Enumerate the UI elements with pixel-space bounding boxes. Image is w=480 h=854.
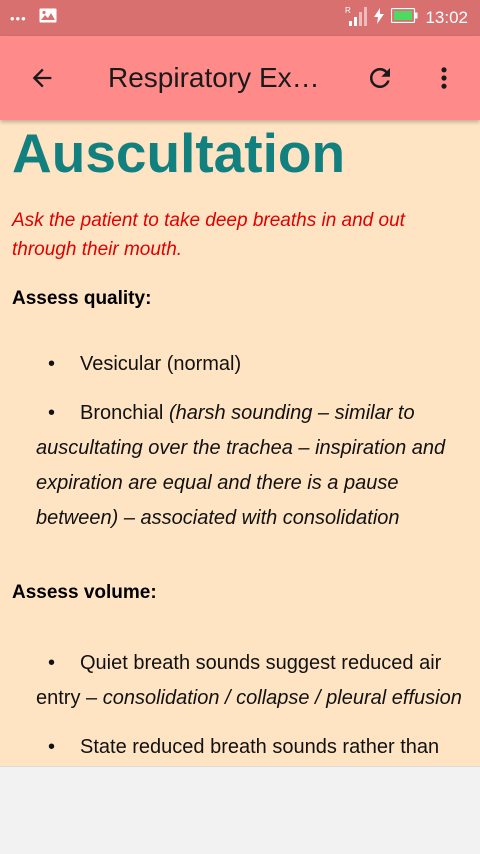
bullet: •	[48, 652, 56, 674]
item-detail: consolidation / collapse / pleural effusion	[102, 687, 462, 709]
back-button[interactable]	[14, 50, 70, 106]
ad-banner-area	[0, 766, 480, 854]
more-notifications-icon: •••	[10, 10, 27, 26]
article-content[interactable]	[0, 120, 480, 766]
charging-icon	[374, 8, 384, 29]
quality-list	[36, 347, 464, 536]
page-title: Respiratory Ex…	[108, 62, 320, 93]
assess-volume-label: Assess volume:	[12, 582, 157, 603]
bullet: •	[48, 402, 56, 424]
item-text: Bronchial	[80, 402, 169, 424]
list-item	[36, 646, 464, 716]
item-detail: (harsh sounding – similar to auscultating over the trachea – inspiration and expiration are equal and there is a pause between) – associated with consolidation	[36, 402, 446, 529]
battery-icon	[391, 8, 418, 28]
status-right	[345, 6, 468, 31]
assess-quality-label: Assess quality:	[12, 288, 152, 309]
roaming-label: R	[345, 5, 352, 15]
intro-instruction: Ask the patient to take deep breaths in and out through their mouth.	[12, 210, 405, 260]
bullet: •	[48, 736, 56, 758]
status-left	[10, 8, 57, 28]
section-heading: Auscultation	[12, 122, 346, 184]
item-text: Quiet breath sounds suggest reduced air entry –	[36, 652, 442, 709]
item-text: Vesicular (normal)	[80, 353, 242, 375]
image-icon	[39, 8, 57, 28]
refresh-icon	[365, 63, 395, 93]
signal-icon	[345, 6, 367, 31]
more-options-button[interactable]	[416, 50, 472, 106]
arrow-back-icon	[28, 64, 56, 92]
bullet: •	[48, 353, 56, 375]
app-bar	[0, 36, 480, 120]
volume-list	[36, 646, 464, 765]
refresh-button[interactable]	[352, 50, 408, 106]
list-item	[36, 730, 464, 765]
clock: 13:02	[425, 8, 468, 27]
more-vert-icon	[430, 64, 458, 92]
status-bar	[0, 0, 480, 36]
item-text: State reduced breath sounds rather than	[80, 736, 440, 758]
list-item	[36, 396, 464, 536]
list-item	[36, 347, 464, 382]
